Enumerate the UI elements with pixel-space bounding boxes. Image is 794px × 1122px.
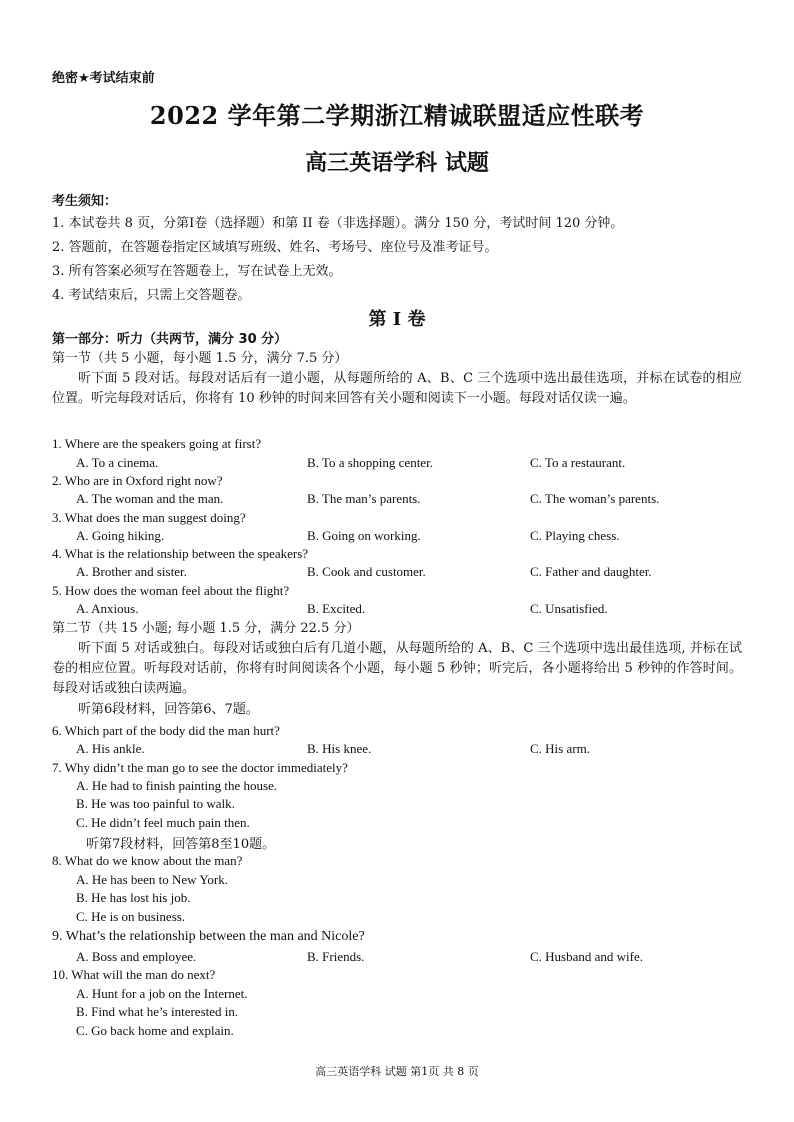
option-b: B. Friends. (307, 949, 365, 964)
option-c: C. Playing chess. (530, 528, 620, 543)
option-a: A. Boss and employee. (76, 949, 197, 964)
option-c: C. Father and daughter. (530, 564, 652, 579)
option-a: A. To a cinema. (76, 455, 159, 470)
option-b: B. Find what he’s interested in. (76, 1004, 239, 1019)
question-2: 2. Who are in Oxford right now? (52, 473, 223, 488)
option-a: A. He has been to New York. (76, 872, 229, 887)
option-c: C. To a restaurant. (530, 455, 626, 470)
notice-item: 1. 本试卷共 8 页，分第I卷（选择题）和第 II 卷（非选择题）。满分 150 分，考试时间 120 分钟。 (52, 216, 624, 231)
option-c: C. He is on business. (76, 909, 186, 924)
exam-notice (52, 190, 752, 308)
section2-instructions: 听下面 5 对话或独白。每段对话或独白后有几道小题，从每题所给的 A、B、C 三个选项中选出最佳选项, 并标在试卷的相应位置。听每段对话前，你将有时间阅读各个小题，每小题 5 秒钟；听完后，各小题将给出 5 秒钟的作答时间。每段对话或独白读两遍。 (52, 641, 742, 696)
option-b: B. The man’s parents. (307, 491, 421, 506)
option-c: C. The woman’s parents. (530, 491, 660, 506)
option-a: A. Hunt for a job on the Internet. (76, 986, 248, 1001)
option-a: A. He had to finish painting the house. (76, 778, 278, 793)
option-b: B. To a shopping center. (307, 455, 433, 470)
option-a: A. Brother and sister. (76, 564, 187, 579)
notice-item: 3. 所有答案必须写在答题卷上，写在试卷上无效。 (52, 264, 342, 279)
question-4: 4. What is the relationship between the speakers? (52, 546, 309, 561)
option-a: A. Going hiking. (76, 528, 165, 543)
part1-heading: 第一部分：听力（共两节，满分 30 分） (52, 332, 288, 347)
option-c: C. Go back home and explain. (76, 1023, 234, 1038)
section1-instructions: 听下面 5 段对话。每段对话后有一道小题，从每题所给的 A、B、C 三个选项中选出最佳选项，并标在试卷的相应位置。听完每段对话后，你将有 10 秒钟的时间来回答有关小题和阅读下一小题。每段对话仅读一遍。 (52, 371, 742, 406)
option-b: B. He has lost his job. (76, 890, 191, 905)
part1-block (52, 331, 752, 409)
notice-item: 4. 考试结束后，只需上交答题卷。 (52, 288, 251, 303)
notice-heading: 考生须知： (52, 194, 118, 209)
question-8: 8. What do we know about the man? (52, 853, 243, 868)
exam-title: 2022 学年第二学期浙江精诚联盟适应性联考 (149, 101, 645, 130)
question-3: 3. What does the man suggest doing? (52, 510, 246, 525)
page-footer: 高三英语学科 试题 第1页 共 8 页 (315, 1065, 479, 1078)
notice-item: 2. 答题前，在答题卷指定区域填写班级、姓名、考场号、座位号及准考证号。 (52, 240, 498, 255)
option-a: A. His ankle. (76, 741, 145, 756)
option-c: C. Unsatisfied. (530, 601, 608, 616)
option-c: C. His arm. (530, 741, 590, 756)
option-c: C. He didn’t feel much pain then. (76, 815, 250, 830)
exam-subtitle: 高三英语学科 试题 (305, 150, 489, 176)
confidential-label: 绝密★考试结束前 (52, 71, 155, 86)
material-6-note: 听第6段材料，回答第6、7题。 (78, 702, 259, 717)
option-b: B. His knee. (307, 741, 372, 756)
material-7-note: 听第7段材料，回答第8至10题。 (86, 837, 276, 852)
question-6: 6. Which part of the body did the man hurt? (52, 723, 280, 738)
option-b: B. Going on working. (307, 528, 421, 543)
question-1: 1. Where are the speakers going at first? (52, 436, 262, 451)
volume-heading: 第 I 卷 (368, 309, 426, 330)
question-10: 10. What will the man do next? (52, 967, 216, 982)
section2-block (52, 619, 752, 721)
option-a: A. The woman and the man. (76, 491, 224, 506)
question-7: 7. Why didn’t the man go to see the doctor immediately? (52, 760, 348, 775)
question-5: 5. How does the woman feel about the flight? (52, 583, 290, 598)
option-b: B. He was too painful to walk. (76, 796, 235, 811)
option-c: C. Husband and wife. (530, 949, 644, 964)
section1-heading: 第一节（共 5 小题，每小题 1.5 分，满分 7.5 分） (52, 351, 348, 366)
section2-heading: 第二节（共 15 小题; 每小题 1.5 分，满分 22.5 分） (52, 621, 360, 636)
option-b: B. Cook and customer. (307, 564, 426, 579)
option-b: B. Excited. (307, 601, 366, 616)
question-9: 9. What’s the relationship between the man and Nicole? (52, 929, 365, 944)
option-a: A. Anxious. (76, 601, 139, 616)
